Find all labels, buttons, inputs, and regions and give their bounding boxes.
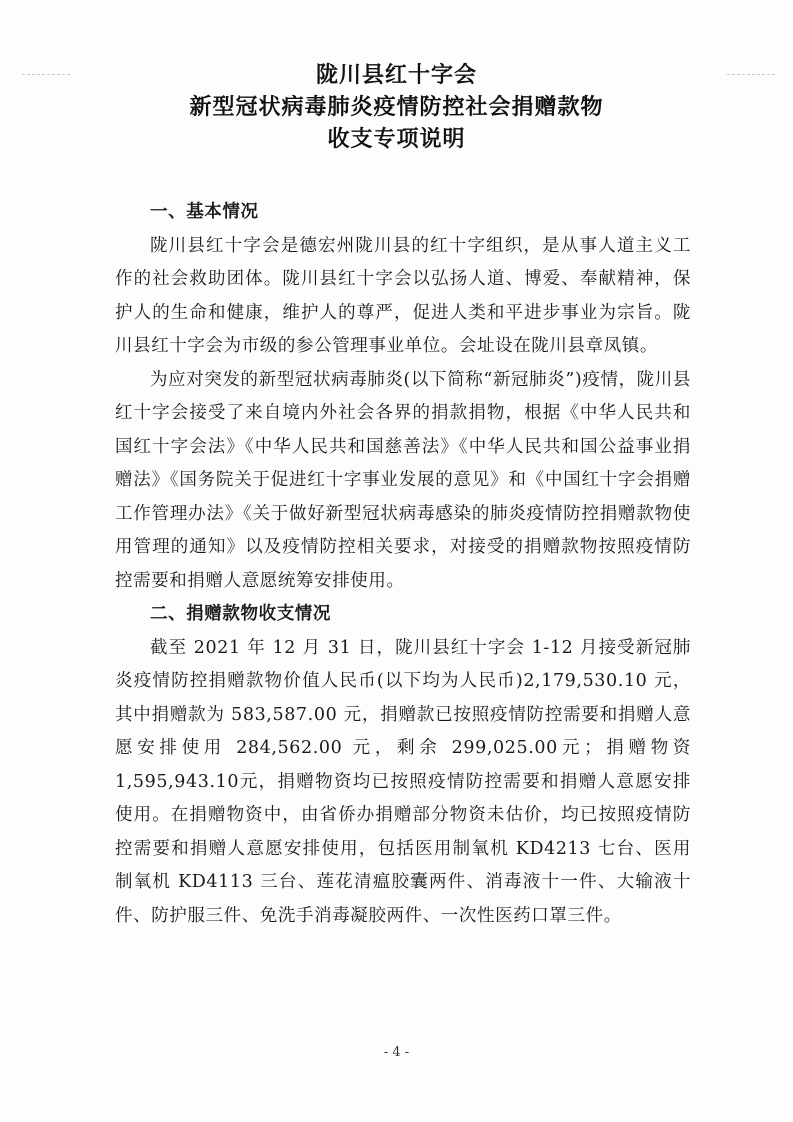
- title-line-3: 收支专项说明: [327, 127, 466, 152]
- paragraph-donation-summary: 截至 2021 年 12 月 31 日，陇川县红十字会 1-12 月接受新冠肺炎疫情防控捐赠款物价值人民币(以下均为人民币)2,179,530.10 元，其中捐赠款为 583,587.00 元，捐赠款已按照疫情防控需要和捐赠人意愿安排使用 284,562.00 元，剩余 299,025.00元；捐赠物资 1,595,943.10元，捐赠物资均已按照疫情防控需要和捐赠人意愿安排使用。在捐赠物资中，由省侨办捐赠部分物资未估价，均已按照疫情防控需要和捐赠人意愿安排使用，包括医用制氧机 KD4213 七台、医用制氧机 KD4113 三台、莲花清瘟胶囊两件、消毒液十一件、大输液十件、防护服三件、免洗手消毒凝胶两件、一次性医药口罩三件。: [115, 637, 691, 926]
- title-line-1: 陇川县红十字会: [315, 63, 477, 88]
- document-body: [115, 196, 691, 933]
- paragraph-epidemic-response: 为应对突发的新型冠状病毒肺炎(以下简称“新冠肺炎”)疫情，陇川县红十字会接受了来自境内外社会各界的捐款捐物，根据《中华人民共和国红十字会法》《中华人民共和国慈善法》《中华人民共和国公益事业捐赠法》《国务院关于促进红十字事业发展的意见》和《中国红十字会捐赠工作管理办法》《关于做好新型冠状病毒感染的肺炎疫情防控捐赠款物使用管理的通知》以及疫情防控相关要求，对接受的捐赠款物按照疫情防控需要和捐赠人意愿统筹安排使用。: [115, 369, 691, 591]
- section-heading-basic-info: 一、基本情况: [150, 202, 259, 222]
- title-line-2: 新型冠状病毒肺炎疫情防控社会捐赠款物: [189, 95, 604, 120]
- section-heading-donations: 二、捐赠款物收支情况: [150, 604, 331, 624]
- page-number: - 4 -: [383, 1045, 410, 1060]
- document-title: [0, 60, 793, 156]
- paragraph-organization-intro: 陇川县红十字会是德宏州陇川县的红十字组织，是从事人道主义工作的社会救助团体。陇川县红十字会以弘扬人道、博爱、奉献精神，保护人的生命和健康，维护人的尊严，促进人类和平进步事业为宗旨。陇川县红十字会为市级的参公管理事业单位。会址设在陇川县章凤镇。: [115, 235, 691, 356]
